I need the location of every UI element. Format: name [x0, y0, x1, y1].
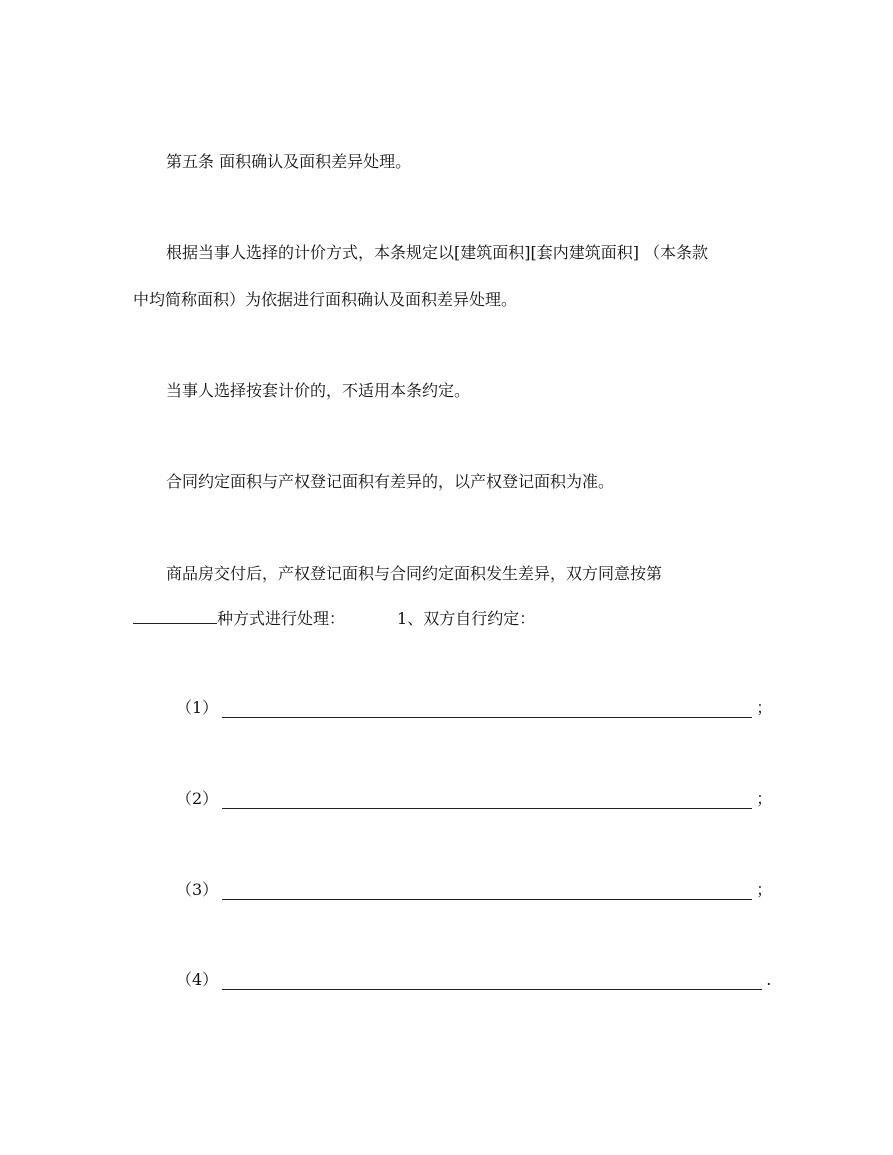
paragraph-4-suffix: 种方式进行处理： [217, 609, 346, 628]
item-blank-field[interactable] [222, 975, 762, 990]
item-blank-field[interactable] [222, 885, 752, 900]
list-item [176, 789, 772, 809]
paragraph-2: 当事人选择按套计价的，不适用本条约定。 [166, 381, 471, 400]
item-blank-field[interactable] [222, 794, 752, 809]
list-item [176, 970, 771, 990]
item-number: （2） [176, 789, 219, 808]
item-number: （4） [176, 970, 219, 989]
paragraph-3: 合同约定面积与产权登记面积有差异的，以产权登记面积为准。 [166, 472, 615, 491]
item-number: （1） [176, 698, 219, 717]
paragraph-4-line-2 [133, 609, 535, 629]
paragraph-1-line-1: 根据当事人选择的计价方式，本条规定以[建筑面积][套内建筑面积] （本条款 [166, 243, 709, 262]
method-number-blank[interactable] [133, 609, 217, 624]
item-end-punctuation: ； [756, 789, 773, 808]
paragraph-1-line-2: 中均简称面积）为依据进行面积确认及面积差异处理。 [133, 290, 518, 309]
item-end-punctuation: . [766, 970, 772, 989]
item-end-punctuation: ； [756, 698, 773, 717]
item-end-punctuation: ； [756, 880, 773, 899]
list-item [176, 880, 772, 900]
article-heading: 第五条 面积确认及面积差异处理。 [166, 152, 412, 171]
list-item [176, 698, 772, 718]
item-blank-field[interactable] [222, 703, 752, 718]
item-number: （3） [176, 880, 219, 899]
paragraph-4-line-1: 商品房交付后，产权登记面积与合同约定面积发生差异，双方同意按第 [166, 564, 663, 583]
option-1-label: 1、双方自行约定： [397, 609, 536, 628]
